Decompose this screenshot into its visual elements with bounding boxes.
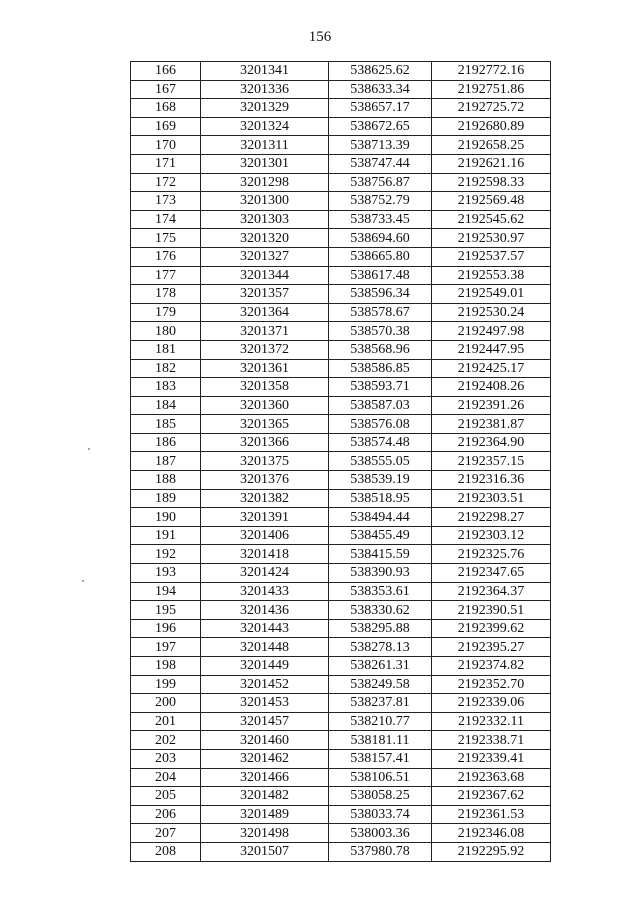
point-number-cell: 183: [131, 378, 201, 397]
y-coordinate-cell: 2192425.17: [432, 359, 551, 378]
point-number-cell: 182: [131, 359, 201, 378]
point-number-cell: 173: [131, 192, 201, 211]
x-coordinate-cell: 538390.93: [329, 564, 432, 583]
point-id-cell: 3201372: [201, 340, 329, 359]
x-coordinate-cell: 538578.67: [329, 303, 432, 322]
point-number-cell: 198: [131, 657, 201, 676]
coordinate-table: [130, 61, 551, 862]
point-number-cell: 191: [131, 526, 201, 545]
point-id-cell: 3201443: [201, 619, 329, 638]
point-number-cell: 185: [131, 415, 201, 434]
point-number-cell: 193: [131, 564, 201, 583]
table-row: [131, 657, 551, 676]
table-row: [131, 396, 551, 415]
table-row: [131, 415, 551, 434]
x-coordinate-cell: 538752.79: [329, 192, 432, 211]
table-row: [131, 433, 551, 452]
scan-speck: [82, 580, 84, 582]
point-id-cell: 3201311: [201, 136, 329, 155]
y-coordinate-cell: 2192347.65: [432, 564, 551, 583]
point-number-cell: 181: [131, 340, 201, 359]
point-number-cell: 180: [131, 322, 201, 341]
x-coordinate-cell: 538106.51: [329, 768, 432, 787]
y-coordinate-cell: 2192395.27: [432, 638, 551, 657]
table-row: [131, 154, 551, 173]
point-id-cell: 3201365: [201, 415, 329, 434]
y-coordinate-cell: 2192537.57: [432, 247, 551, 266]
table-row: [131, 842, 551, 861]
point-number-cell: 205: [131, 787, 201, 806]
y-coordinate-cell: 2192295.92: [432, 842, 551, 861]
y-coordinate-cell: 2192364.37: [432, 582, 551, 601]
point-number-cell: 204: [131, 768, 201, 787]
x-coordinate-cell: 538568.96: [329, 340, 432, 359]
point-number-cell: 176: [131, 247, 201, 266]
x-coordinate-cell: 538295.88: [329, 619, 432, 638]
x-coordinate-cell: 538058.25: [329, 787, 432, 806]
point-number-cell: 201: [131, 712, 201, 731]
y-coordinate-cell: 2192363.68: [432, 768, 551, 787]
point-id-cell: 3201433: [201, 582, 329, 601]
y-coordinate-cell: 2192339.41: [432, 749, 551, 768]
y-coordinate-cell: 2192361.53: [432, 805, 551, 824]
point-id-cell: 3201329: [201, 99, 329, 118]
x-coordinate-cell: 538539.19: [329, 471, 432, 490]
point-number-cell: 187: [131, 452, 201, 471]
table-row: [131, 731, 551, 750]
point-number-cell: 169: [131, 117, 201, 136]
table-row: [131, 508, 551, 527]
scan-speck: [88, 448, 90, 450]
point-id-cell: 3201436: [201, 601, 329, 620]
x-coordinate-cell: 538625.62: [329, 62, 432, 81]
point-number-cell: 186: [131, 433, 201, 452]
y-coordinate-cell: 2192390.51: [432, 601, 551, 620]
y-coordinate-cell: 2192339.06: [432, 694, 551, 713]
point-id-cell: 3201418: [201, 545, 329, 564]
y-coordinate-cell: 2192725.72: [432, 99, 551, 118]
y-coordinate-cell: 2192381.87: [432, 415, 551, 434]
point-number-cell: 194: [131, 582, 201, 601]
point-id-cell: 3201320: [201, 229, 329, 248]
x-coordinate-cell: 538415.59: [329, 545, 432, 564]
point-number-cell: 207: [131, 824, 201, 843]
table-row: [131, 545, 551, 564]
point-number-cell: 195: [131, 601, 201, 620]
point-id-cell: 3201424: [201, 564, 329, 583]
point-number-cell: 208: [131, 842, 201, 861]
point-number-cell: 166: [131, 62, 201, 81]
point-id-cell: 3201453: [201, 694, 329, 713]
x-coordinate-cell: 538494.44: [329, 508, 432, 527]
table-row: [131, 489, 551, 508]
table-row: [131, 285, 551, 304]
x-coordinate-cell: 538181.11: [329, 731, 432, 750]
point-id-cell: 3201507: [201, 842, 329, 861]
point-id-cell: 3201448: [201, 638, 329, 657]
point-id-cell: 3201452: [201, 675, 329, 694]
point-number-cell: 206: [131, 805, 201, 824]
x-coordinate-cell: 538694.60: [329, 229, 432, 248]
table-row: [131, 564, 551, 583]
y-coordinate-cell: 2192447.95: [432, 340, 551, 359]
x-coordinate-cell: 538587.03: [329, 396, 432, 415]
point-id-cell: 3201449: [201, 657, 329, 676]
y-coordinate-cell: 2192553.38: [432, 266, 551, 285]
table-row: [131, 136, 551, 155]
x-coordinate-cell: 537980.78: [329, 842, 432, 861]
y-coordinate-cell: 2192325.76: [432, 545, 551, 564]
y-coordinate-cell: 2192364.90: [432, 433, 551, 452]
table-row: [131, 638, 551, 657]
table-row: [131, 619, 551, 638]
x-coordinate-cell: 538518.95: [329, 489, 432, 508]
x-coordinate-cell: 538633.34: [329, 80, 432, 99]
table-row: [131, 378, 551, 397]
point-number-cell: 184: [131, 396, 201, 415]
point-number-cell: 172: [131, 173, 201, 192]
page-number: 156: [308, 29, 332, 45]
y-coordinate-cell: 2192298.27: [432, 508, 551, 527]
table-row: [131, 526, 551, 545]
point-id-cell: 3201344: [201, 266, 329, 285]
point-id-cell: 3201366: [201, 433, 329, 452]
point-id-cell: 3201406: [201, 526, 329, 545]
y-coordinate-cell: 2192569.48: [432, 192, 551, 211]
point-id-cell: 3201336: [201, 80, 329, 99]
table-row: [131, 712, 551, 731]
table-row: [131, 62, 551, 81]
table-row: [131, 787, 551, 806]
y-coordinate-cell: 2192530.97: [432, 229, 551, 248]
x-coordinate-cell: 538330.62: [329, 601, 432, 620]
table-row: [131, 266, 551, 285]
table-row: [131, 117, 551, 136]
point-id-cell: 3201462: [201, 749, 329, 768]
y-coordinate-cell: 2192497.98: [432, 322, 551, 341]
coordinate-table-container: [130, 61, 551, 862]
table-row: [131, 210, 551, 229]
x-coordinate-cell: 538278.13: [329, 638, 432, 657]
point-id-cell: 3201498: [201, 824, 329, 843]
y-coordinate-cell: 2192346.08: [432, 824, 551, 843]
point-id-cell: 3201303: [201, 210, 329, 229]
y-coordinate-cell: 2192408.26: [432, 378, 551, 397]
point-number-cell: 190: [131, 508, 201, 527]
point-number-cell: 196: [131, 619, 201, 638]
x-coordinate-cell: 538596.34: [329, 285, 432, 304]
point-id-cell: 3201324: [201, 117, 329, 136]
point-id-cell: 3201376: [201, 471, 329, 490]
table-row: [131, 768, 551, 787]
x-coordinate-cell: 538574.48: [329, 433, 432, 452]
table-row: [131, 322, 551, 341]
point-number-cell: 200: [131, 694, 201, 713]
x-coordinate-cell: 538713.39: [329, 136, 432, 155]
point-id-cell: 3201301: [201, 154, 329, 173]
table-row: [131, 452, 551, 471]
point-number-cell: 168: [131, 99, 201, 118]
x-coordinate-cell: 538672.65: [329, 117, 432, 136]
y-coordinate-cell: 2192332.11: [432, 712, 551, 731]
point-id-cell: 3201357: [201, 285, 329, 304]
point-number-cell: 177: [131, 266, 201, 285]
y-coordinate-cell: 2192621.16: [432, 154, 551, 173]
x-coordinate-cell: 538555.05: [329, 452, 432, 471]
table-row: [131, 471, 551, 490]
table-row: [131, 247, 551, 266]
point-id-cell: 3201327: [201, 247, 329, 266]
x-coordinate-cell: 538593.71: [329, 378, 432, 397]
point-id-cell: 3201358: [201, 378, 329, 397]
point-number-cell: 167: [131, 80, 201, 99]
point-id-cell: 3201371: [201, 322, 329, 341]
y-coordinate-cell: 2192751.86: [432, 80, 551, 99]
point-number-cell: 197: [131, 638, 201, 657]
point-number-cell: 189: [131, 489, 201, 508]
point-number-cell: 175: [131, 229, 201, 248]
y-coordinate-cell: 2192772.16: [432, 62, 551, 81]
x-coordinate-cell: 538665.80: [329, 247, 432, 266]
point-id-cell: 3201489: [201, 805, 329, 824]
y-coordinate-cell: 2192549.01: [432, 285, 551, 304]
y-coordinate-cell: 2192303.51: [432, 489, 551, 508]
point-number-cell: 171: [131, 154, 201, 173]
point-number-cell: 202: [131, 731, 201, 750]
table-row: [131, 192, 551, 211]
x-coordinate-cell: 538157.41: [329, 749, 432, 768]
y-coordinate-cell: 2192530.24: [432, 303, 551, 322]
x-coordinate-cell: 538210.77: [329, 712, 432, 731]
x-coordinate-cell: 538657.17: [329, 99, 432, 118]
coordinate-table-body: [131, 62, 551, 862]
point-id-cell: 3201391: [201, 508, 329, 527]
y-coordinate-cell: 2192598.33: [432, 173, 551, 192]
y-coordinate-cell: 2192338.71: [432, 731, 551, 750]
x-coordinate-cell: 538756.87: [329, 173, 432, 192]
point-number-cell: 192: [131, 545, 201, 564]
table-row: [131, 359, 551, 378]
point-id-cell: 3201457: [201, 712, 329, 731]
point-number-cell: 199: [131, 675, 201, 694]
point-id-cell: 3201482: [201, 787, 329, 806]
x-coordinate-cell: 538747.44: [329, 154, 432, 173]
table-row: [131, 675, 551, 694]
y-coordinate-cell: 2192352.70: [432, 675, 551, 694]
y-coordinate-cell: 2192367.62: [432, 787, 551, 806]
y-coordinate-cell: 2192391.26: [432, 396, 551, 415]
y-coordinate-cell: 2192399.62: [432, 619, 551, 638]
x-coordinate-cell: 538237.81: [329, 694, 432, 713]
table-row: [131, 99, 551, 118]
point-id-cell: 3201361: [201, 359, 329, 378]
x-coordinate-cell: 538033.74: [329, 805, 432, 824]
x-coordinate-cell: 538576.08: [329, 415, 432, 434]
table-row: [131, 582, 551, 601]
table-row: [131, 601, 551, 620]
x-coordinate-cell: 538003.36: [329, 824, 432, 843]
point-id-cell: 3201360: [201, 396, 329, 415]
point-id-cell: 3201300: [201, 192, 329, 211]
point-id-cell: 3201460: [201, 731, 329, 750]
table-row: [131, 80, 551, 99]
y-coordinate-cell: 2192357.15: [432, 452, 551, 471]
x-coordinate-cell: 538261.31: [329, 657, 432, 676]
x-coordinate-cell: 538586.85: [329, 359, 432, 378]
y-coordinate-cell: 2192545.62: [432, 210, 551, 229]
y-coordinate-cell: 2192374.82: [432, 657, 551, 676]
table-row: [131, 340, 551, 359]
x-coordinate-cell: 538733.45: [329, 210, 432, 229]
y-coordinate-cell: 2192658.25: [432, 136, 551, 155]
point-number-cell: 203: [131, 749, 201, 768]
point-number-cell: 188: [131, 471, 201, 490]
table-row: [131, 229, 551, 248]
table-row: [131, 303, 551, 322]
table-row: [131, 805, 551, 824]
point-id-cell: 3201298: [201, 173, 329, 192]
table-row: [131, 749, 551, 768]
x-coordinate-cell: 538570.38: [329, 322, 432, 341]
point-number-cell: 170: [131, 136, 201, 155]
table-row: [131, 824, 551, 843]
point-number-cell: 174: [131, 210, 201, 229]
x-coordinate-cell: 538353.61: [329, 582, 432, 601]
point-id-cell: 3201382: [201, 489, 329, 508]
table-row: [131, 694, 551, 713]
point-number-cell: 179: [131, 303, 201, 322]
point-number-cell: 178: [131, 285, 201, 304]
table-row: [131, 173, 551, 192]
x-coordinate-cell: 538249.58: [329, 675, 432, 694]
x-coordinate-cell: 538617.48: [329, 266, 432, 285]
point-id-cell: 3201375: [201, 452, 329, 471]
x-coordinate-cell: 538455.49: [329, 526, 432, 545]
point-id-cell: 3201341: [201, 62, 329, 81]
y-coordinate-cell: 2192680.89: [432, 117, 551, 136]
point-id-cell: 3201364: [201, 303, 329, 322]
point-id-cell: 3201466: [201, 768, 329, 787]
y-coordinate-cell: 2192303.12: [432, 526, 551, 545]
y-coordinate-cell: 2192316.36: [432, 471, 551, 490]
